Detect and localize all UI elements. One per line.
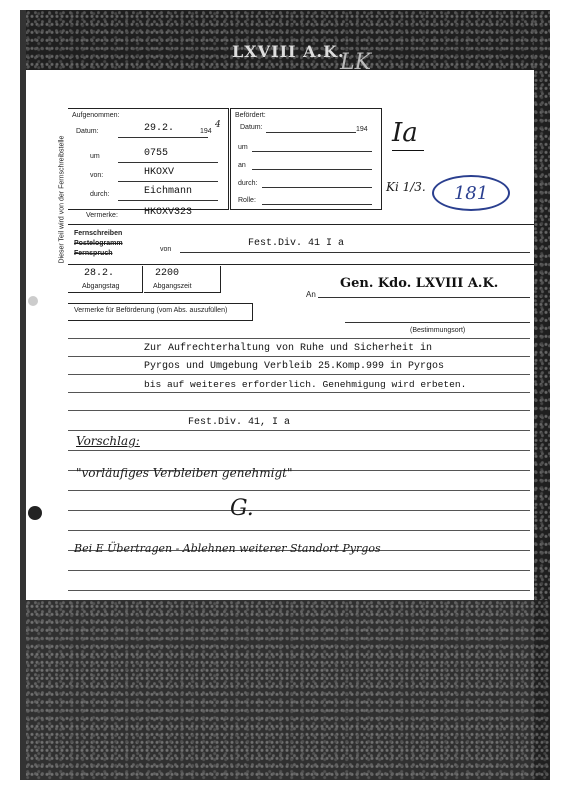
header-stamp-right: LK: [340, 50, 372, 75]
received-um-value: 0755: [144, 148, 169, 159]
forwarded-um-label: um: [238, 144, 248, 151]
initials-note: Ki 1/3.: [386, 180, 426, 194]
forwarded-year: 194: [356, 126, 368, 133]
header-stamp: LXVIII A.K.: [232, 42, 345, 61]
received-datum-value: 29.2.: [144, 123, 175, 134]
punch-hole-bottom: [28, 506, 42, 520]
postelogramm-label: Postelogramm: [74, 240, 123, 247]
circled-number-text: 181: [453, 182, 489, 204]
received-title: Aufgenommen:: [72, 112, 120, 119]
forwarded-durch-label: durch:: [238, 180, 258, 187]
received-year: 194: [200, 128, 212, 135]
body-signature: Fest.Div. 41, I a: [188, 417, 291, 428]
received-um-label: um: [90, 153, 100, 160]
received-durch-label: durch:: [90, 191, 110, 198]
received-year-digit: 4: [215, 120, 221, 130]
forwarded-datum-label: Datum:: [240, 124, 263, 131]
side-note: Dieser Teil wird von der Fernschreibstelle: [58, 135, 66, 264]
body-line-2: Pyrgos und Umgebung Verbleib 25.Komp.999 in Pyrgos: [144, 361, 445, 372]
handwriting-line-2: "vorläufiges Verbleiben genehmigt": [76, 466, 293, 480]
abgangstag-value: 28.2.: [84, 268, 115, 279]
body-line-1: Zur Aufrechterhaltung von Ruhe und Sicherheit in: [144, 343, 433, 354]
received-durch-value: Eichmann: [144, 186, 193, 197]
left-edge-shadow: [20, 10, 26, 780]
handwriting-line-4: Bei E Übertragen - Ablehnen weiterer Standort Pyrgos: [74, 542, 381, 555]
recipient-value: Gen. Kdo. LXVIII A.K.: [340, 276, 499, 291]
received-vermerke-label: Vermerke:: [86, 212, 118, 219]
bottom-dark-band: [20, 600, 550, 780]
abgangszeit-label: Abgangszeit: [153, 283, 192, 290]
forwarded-rolle-label: Rolle:: [238, 197, 256, 204]
received-vermerke-value: HKOXV323: [144, 207, 193, 218]
body-line-3: bis auf weiteres erforderlich. Genehmigung wird erbeten.: [144, 379, 467, 390]
received-von-label: von:: [90, 172, 104, 179]
abgangszeit-value: 2200: [155, 268, 180, 279]
received-datum-label: Datum:: [76, 128, 99, 135]
bestimmungsort-label: (Bestimmungsort): [410, 327, 466, 334]
forwarded-title: Befördert:: [235, 112, 266, 119]
sender-value: Fest.Div. 41 I a: [248, 238, 345, 249]
circled-number: [432, 175, 510, 211]
fernschreiben-label: Fernschreiben: [74, 230, 123, 237]
received-von-value: HKOXV: [144, 167, 175, 178]
abgangstag-label: Abgangstag: [82, 283, 120, 290]
handwriting-line-3: G.: [230, 496, 254, 521]
vermerke-befoerderung-label: Vermerke für Beförderung (vom Abs. auszufüllen): [74, 307, 228, 314]
fernspruch-label: Fernspruch: [74, 250, 113, 257]
section-note: Ia: [392, 118, 418, 148]
top-dark-band: [20, 10, 550, 70]
von-label: von: [160, 246, 172, 253]
forwarded-an-label: an: [238, 162, 246, 169]
an-label: An: [306, 290, 316, 299]
handwriting-line-1: Vorschlag:: [76, 434, 140, 448]
punch-hole-top: [28, 296, 38, 306]
